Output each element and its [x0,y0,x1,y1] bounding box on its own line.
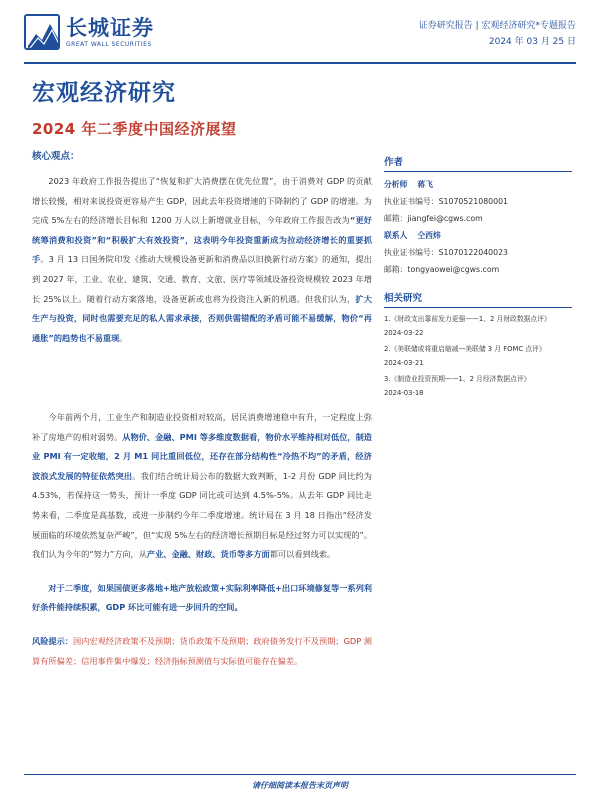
logo-mark-icon [24,14,60,50]
paragraph-3: 对于二季度，如果国债更多落地+地产放松政策+实际利率降低+出口环境修复等一系列利好条件能持续积累，GDP 环比可能有进一步回升的空间。 [32,582,372,613]
related-title: 3.《制造业投资预期——1、2 月经济数据点评》 [384,375,531,383]
company-logo [24,14,154,50]
section-title: 宏观经济研究 [32,79,176,106]
author-email: 邮箱：tongyaowei@cgws.com [384,265,500,274]
authors-heading: 作者 [384,154,572,172]
related-item [384,342,572,370]
report-type: 证券研究报告 | 宏观经济研究*专题报告 [418,21,576,31]
related-item [384,372,572,400]
paragraph-2: 今年前两个月，工业生产和制造业投资相对较高，居民消费增速稳中有升，一定程度上弥补了房地产的相对弱势。从物价、金融、PMI 等多维度数据看，物价水平维持相对低位，制造业 PMI 有一定收缩，2 月 M1 同比重回低位，还存在部分结构性“冷热不均”的矛盾，经济波浪式发展的特征依然突出。我们结合统计局公布的数据大致判断，1-2 月份 GDP 同比约为 4.53%，若保持这一势头，预计一季度 GDP 同比或可达到 4.5%-5%。从去年 GDP 同比走势来看，二季度是高基数，或进一步制约今年二季度增速。统计局在 3 月 18 日指出“经济发展面临的环境依然复杂严峻”，但“实现 5%左右的经济增长预期目标是经过努力可以实现的”。我们认为今年的“努力”方向，从产业、金融、财政、货币等多方面都可以看到线索。 [32,412,372,560]
header-divider [24,62,576,64]
related-title: 1.《财政支出靠前发力更强——1、2 月财政数据点评》 [384,315,551,323]
paragraph-1: 2023 年政府工作报告提出了“恢复和扩大消费摆在优先位置”，由于消费对 GDP 的贡献增长较慢，相对来说投资更容易产生 GDP，因此去年投资增速的下降制约了 GDP 的增速。为完成 5%左右的经济增长目标和 1200 万人以上新增就业目标，今年政府工作报告改为“更好统筹消费和投资”和“积极扩大有效投资”，这表明今年投资重新成为拉动经济增长的重要抓手。3 月 13 日国务院印发《推动大规模设备更新和消费品以旧换新行动方案》的通知，提出到 2027 年，工业、农业、建筑、交通、教育、文旅、医疗等领域设备投资规模较 2023 年增长 25%以上。随着行动方案落地，设备更新或也将为投资注入新的机遇。但我们认为，扩大生产与投资，同时也需要充足的私人需求承接，否则供需错配的矛盾可能不易缓解，物价“再通胀”的趋势也不易重现。 [32,176,372,343]
risk-text: 国内宏观经济政策不及预期；货币政策不及预期；政府债务发行不及预期；GDP 测算有所偏差；信用事件集中爆发；经济指标预测值与实际值可能存在偏差。 [32,635,372,666]
report-title: 2024 年二季度中国经济展望 [32,120,237,138]
risk-label: 风险提示： [32,635,73,646]
sidebar [384,154,572,402]
related-date: 2024-03-22 [384,329,424,337]
main-column [32,148,372,671]
related-date: 2024-03-21 [384,359,424,367]
author-block [384,176,572,227]
footer-divider [24,774,576,775]
related-title: 2.《美联储或将重启缩减—美联储 3 月 FOMC 点评》 [384,345,546,353]
author-email: 邮箱：jiangfei@cgws.com [384,214,483,223]
author-license: 执业证书编号：S1070122040023 [384,248,509,257]
report-date: 2024 年 03 月 25 日 [488,37,576,47]
logo-name-en: GREAT WALL SECURITIES [66,40,152,48]
author-name: 仝西炜 [417,231,441,240]
core-points-label: 核心观点： [32,151,80,162]
footer-disclaimer: 请仔细阅读本报告末页声明 [252,781,348,790]
author-role: 分析师 [384,180,408,189]
author-name: 蒋飞 [417,180,433,189]
author-role: 联系人 [384,231,408,240]
related-date: 2024-03-18 [384,389,424,397]
author-license: 执业证书编号：S1070521080001 [384,197,509,206]
author-block [384,227,572,278]
related-heading: 相关研究 [384,290,572,308]
related-item [384,312,572,340]
risk-warning [32,632,372,671]
page-header [0,0,600,62]
logo-name-cn: 长城证券 [66,15,154,40]
